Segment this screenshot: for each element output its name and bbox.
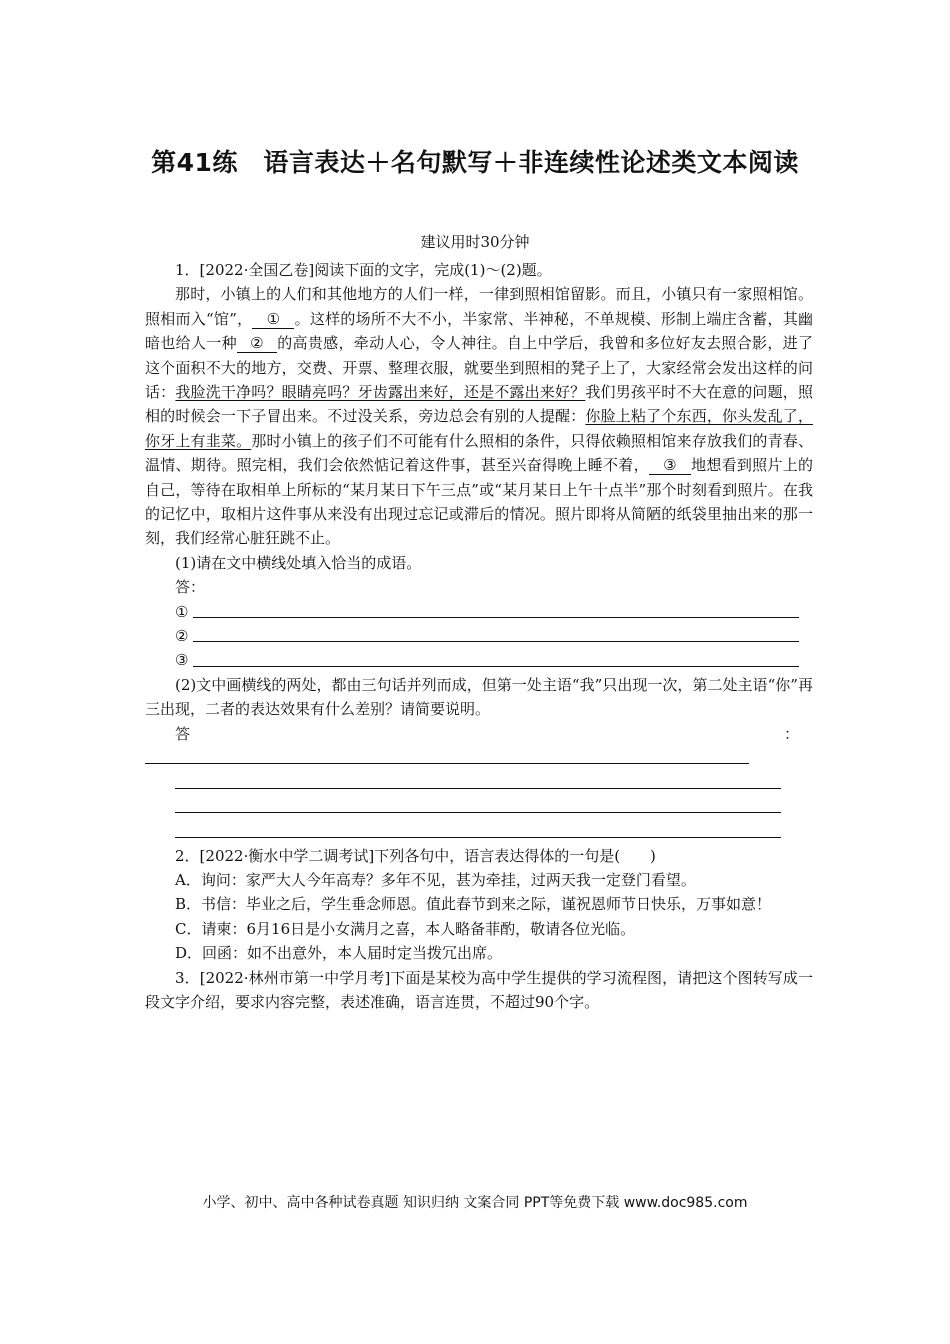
q2-option-a[interactable]: A．询问：家严大人今年高寿？多年不见，甚为牵挂，过两天我一定登门看望。 <box>175 871 696 890</box>
answer-line-3[interactable] <box>145 648 813 672</box>
q1-sub2-answer-row <box>145 722 813 746</box>
answer-line-2[interactable] <box>145 624 813 648</box>
underlined-sentence-2: 你脸上粘了个东西，你头发乱了，你牙上有韭菜。 <box>145 407 813 450</box>
answer-line-7[interactable] <box>145 819 813 843</box>
passage-text-2: 。这样的场所不大不小，半家常、半神秘，不单规模、形制上端庄含蓄，其幽暗也给人一种 <box>145 309 813 353</box>
footer-banner: 小学、初中、高中各种试卷真题 知识归纳 文案合同 PPT等免费下载 www.doc985.com <box>202 1195 748 1211</box>
answer-colon: ： <box>783 724 799 743</box>
q2-option-c[interactable]: C．请柬：6月16日是小女满月之喜，本人略备菲酌，敬请各位光临。 <box>175 919 636 938</box>
q2-header: 2．[2022·衡水中学二调考试]下列各句中，语言表达得体的一句是( ) <box>175 846 656 865</box>
q1-sub1-prompt: (1)请在文中横线处填入恰当的成语。 <box>175 553 422 572</box>
answer-line-4[interactable] <box>145 746 813 770</box>
underlined-sentence-1: 我脸洗干净吗？眼睛亮吗？牙齿露出来好，还是不露出来好？ <box>175 383 586 402</box>
answer-line-1[interactable] <box>145 600 813 624</box>
passage-text-4: 我们男孩平时不大在意的问题，照相的时候会一下子冒出来。不过没关系，旁边总会有别的人提醒： <box>145 383 813 426</box>
answer-mark-3: ③ <box>175 651 189 670</box>
answer-line-5[interactable] <box>145 770 813 794</box>
answer-mark-1: ① <box>175 602 189 621</box>
passage-text-6: 地想看到照片上的自己，等待在取相单上所标的“某月某日下午三点”或“某月某日上午十点半”那个时刻看到照片。在我的记忆中，取相片这件事从来没有出现过忘记或滞后的情况。照片即将从简陋的纸袋里抽出来的那一刻，我们经常心脏狂跳不止。 <box>145 456 813 548</box>
q1-sub2-prompt: (2)文中画横线的两处，都由三句话并列而成，但第一处主语“我”只出现一次，第二处主语“你”再三出现，二者的表达效果有什么差别？请简要说明。 <box>145 675 813 719</box>
q3-header: 3．[2022·林州市第一中学月考]下面是某校为高中学生提供的学习流程图，请把这个图转写成一段文字介绍，要求内容完整，表述准确，语言连贯，不超过90个字。 <box>145 968 813 1012</box>
passage-text-3: 的高贵感，牵动人心，令人神往。自上中学后，我曾和多位好友去照合影，进了这个面积不大的地方，交费、开票、整理衣服，就要坐到照相的凳子上了，大家经常会发出这样的问话： <box>145 334 813 402</box>
answer-mark-2: ② <box>175 627 189 646</box>
fill-blank-1[interactable]: ① <box>252 310 294 329</box>
fill-blank-3[interactable]: ③ <box>649 456 691 475</box>
q2-option-d[interactable]: D．回函：如不出意外，本人届时定当拨冗出席。 <box>175 944 503 963</box>
fill-blank-2[interactable]: ② <box>237 334 277 353</box>
q2-option-b[interactable]: B．书信：毕业之后，学生垂念师恩。值此春节到来之际，谨祝恩师节日快乐，万事如意！ <box>175 895 772 914</box>
page-title: 第41练 语言表达＋名句默写＋非连续性论述类文本阅读 <box>151 148 799 177</box>
q1-header: 1．[2022·全国乙卷]阅读下面的文字，完成(1)～(2)题。 <box>175 261 552 279</box>
suggested-time: 建议用时30分钟 <box>420 233 530 251</box>
q1-sub2-answer-label: 答 <box>175 724 191 743</box>
passage-text-5: 那时小镇上的孩子们不可能有什么照相的条件，只得依赖照相馆来存放我们的青春、温情、期待。照完相，我们会依然惦记着这件事，甚至兴奋得晚上睡不着， <box>145 431 813 475</box>
passage-text-1: 那时，小镇上的人们和其他地方的人们一样，一律到照相馆留影。而且，小镇只有一家照相馆。照相而入“馆”， <box>145 285 813 328</box>
q1-passage <box>145 282 813 550</box>
exercise-content <box>145 258 813 1014</box>
q1-sub1-answer-label: 答： <box>175 578 206 597</box>
answer-line-6[interactable] <box>145 795 813 819</box>
